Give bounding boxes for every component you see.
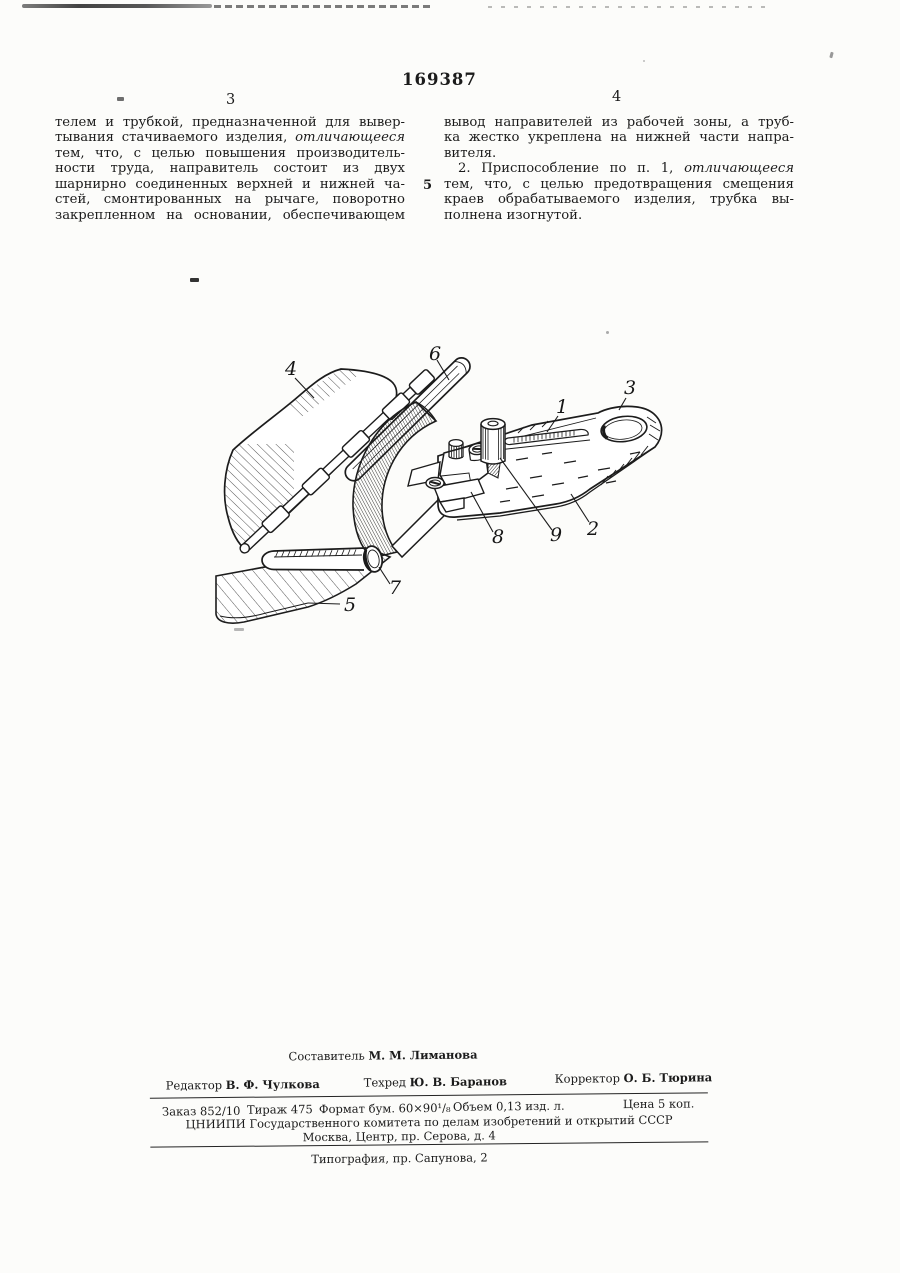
- imprint-block: [149, 1041, 713, 1176]
- compiler-line: [288, 1048, 477, 1064]
- claims-column-right: [444, 115, 794, 223]
- claim-text: 2. Приспособление по п. 1,: [458, 161, 685, 177]
- techeditor-role: Техред: [363, 1075, 407, 1090]
- claim-text: полнена изогнутой.: [444, 207, 583, 223]
- part-label-1: 1: [556, 396, 569, 418]
- claim-text-italic: отличающееся: [684, 161, 794, 177]
- proofreader-role: Корректор: [554, 1071, 620, 1086]
- claim-text: шарнирно соединенных верхней и нижней ча-: [55, 176, 405, 192]
- claim-line: [55, 161, 405, 176]
- claim-text-italic: отличающееся: [295, 130, 405, 146]
- compiler-role: Составитель: [288, 1048, 365, 1064]
- scan-smudge: [214, 5, 430, 8]
- part-label-5: 5: [344, 594, 357, 616]
- price: Цена 5 коп.: [622, 1096, 695, 1112]
- proofreader-line: [555, 1070, 713, 1086]
- proofreader-name: О. Б. Тюрина: [623, 1070, 713, 1086]
- screw-lower: [426, 478, 444, 489]
- claim-line: [444, 177, 794, 192]
- scan-speck: [829, 52, 833, 59]
- printer-line: Типография, пр. Сапунова, 2: [311, 1150, 488, 1167]
- claim-text: тем, что, с целью предотвращения смещения: [444, 176, 794, 192]
- claim-text: вителя.: [444, 145, 497, 161]
- claim-line: [55, 177, 405, 192]
- scan-speck: [117, 97, 124, 101]
- claim-line: [55, 115, 405, 130]
- loop-tube: [262, 548, 366, 570]
- claim-line: [444, 161, 794, 176]
- editor-line: [166, 1077, 320, 1092]
- claim-text: краев обрабатываемого изделия, трубка вы-: [444, 192, 794, 208]
- editor-name: В. Ф. Чулкова: [225, 1077, 320, 1092]
- claim-text: тем, что, с целью повышения производитель-: [55, 145, 405, 161]
- scan-speck: [643, 60, 645, 62]
- print-run: Тираж 475: [246, 1102, 313, 1117]
- margin-line-number: 5: [423, 178, 433, 193]
- part-label-8: 8: [492, 526, 505, 548]
- claim-line: [444, 146, 794, 161]
- techeditor-name: Ю. В. Баранов: [409, 1074, 508, 1090]
- part-label-9: 9: [550, 524, 563, 546]
- claim-line: [444, 192, 794, 207]
- editor-role: Редактор: [165, 1077, 223, 1093]
- patent-number: 169387: [402, 70, 477, 89]
- claim-text: ности труда, направитель состоит из двух: [55, 161, 405, 177]
- claim-line: [444, 208, 794, 223]
- claim-text: стей, смонтированных на рычаге, поворотно: [55, 192, 405, 208]
- scan-smudge: [22, 4, 212, 8]
- claim-line: [55, 208, 405, 223]
- claim-text: закрепленном на основании, обеспечивающем: [55, 207, 405, 223]
- compiler-name: М. М. Лиманова: [368, 1047, 478, 1063]
- part-label-3: 3: [624, 377, 637, 399]
- claims-column-left: [55, 115, 405, 223]
- volume: Объем 0,13 изд. л.: [452, 1098, 565, 1114]
- column-page-number-right: 4: [612, 89, 622, 105]
- claim-text: вывод направителей из рабочей зоны, а труб-: [444, 115, 794, 130]
- publisher-line: ЦНИИПИ Государственного комитета по делам изобретений и открытий СССР: [185, 1112, 673, 1132]
- part-label-7: 7: [389, 577, 402, 599]
- claim-text: тывания стачиваемого изделия,: [55, 130, 296, 146]
- part-label-2: 2: [587, 518, 600, 540]
- cylinder-post: [481, 419, 505, 464]
- claim-text: ка жестко укреплена на нижней части напра-: [444, 130, 794, 146]
- claim-line: [444, 130, 794, 145]
- order-number: Заказ 852/10: [161, 1103, 241, 1119]
- paper-format: Формат бум. 60×90¹/₈: [318, 1100, 451, 1117]
- claim-line: [55, 146, 405, 161]
- claim-line: [55, 192, 405, 207]
- scan-smudge: [488, 6, 768, 8]
- patent-drawing: [200, 326, 680, 646]
- techeditor-line: [364, 1074, 507, 1089]
- part-label-6: 6: [429, 343, 442, 365]
- claim-line: [444, 115, 794, 130]
- address-line: Москва, Центр, пр. Серова, д. 4: [302, 1128, 496, 1145]
- claim-text: телем и трубкой, предназначенной для вывер-: [55, 115, 405, 130]
- part-label-4: 4: [285, 358, 298, 380]
- column-page-number-left: 3: [226, 92, 236, 108]
- drawing-svg: [200, 326, 680, 646]
- claim-line: [55, 130, 405, 145]
- scan-speck: [190, 278, 199, 282]
